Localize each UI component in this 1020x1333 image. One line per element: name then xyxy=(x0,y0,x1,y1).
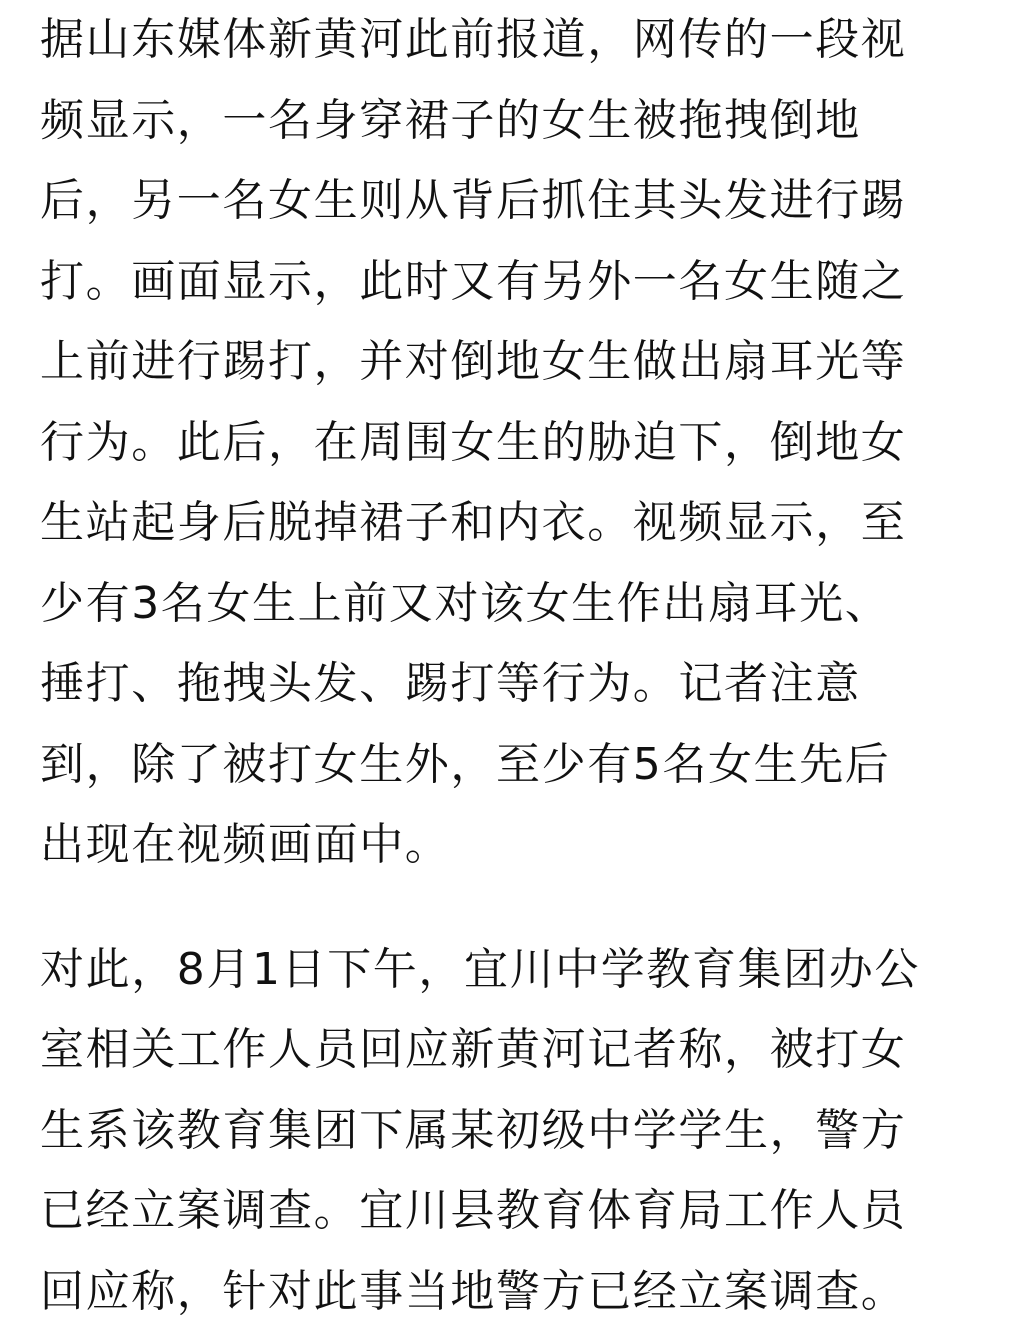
paragraph-spacer xyxy=(40,886,990,930)
text-line: 回应称，针对此事当地警方已经立案调查。 xyxy=(40,1265,907,1317)
text-line: 出现在视频画面中。 xyxy=(40,819,451,870)
paragraph-1 xyxy=(40,0,990,886)
text-line: 生站起身后脱掉裙子和内衣。视频显示，至 xyxy=(40,497,907,548)
text-line: 后，另一名女生则从背后抓住其头发进行踢 xyxy=(40,175,907,226)
text-line: 行为。此后，在周围女生的胁迫下，倒地女 xyxy=(40,416,907,468)
text-line: 打。画面显示，此时又有另外一名女生随之 xyxy=(40,255,907,307)
text-line: 到，除了被打女生外，至少有5名女生先后 xyxy=(40,738,891,790)
text-line: 室相关工作人员回应新黄河记者称，被打女 xyxy=(40,1024,907,1075)
text-line: 据山东媒体新黄河此前报道，网传的一段视 xyxy=(40,14,907,65)
text-line: 对此，8月1日下午，宜川中学教育集团办公 xyxy=(40,943,920,995)
text-line: 生系该教育集团下属某初级中学学生，警方 xyxy=(40,1104,907,1156)
text-line: 少有3名女生上前又对该女生作出扇耳光、 xyxy=(40,577,891,629)
text-line: 上前进行踢打，并对倒地女生做出扇耳光等 xyxy=(40,336,907,387)
paragraph-2 xyxy=(40,930,990,1333)
text-line: 捶打、拖拽头发、踢打等行为。记者注意 xyxy=(40,658,861,709)
text-line: 已经立案调查。宜川县教育体育局工作人员 xyxy=(40,1185,907,1236)
article-body xyxy=(40,0,990,1332)
text-line: 频显示，一名身穿裙子的女生被拖拽倒地 xyxy=(40,94,861,146)
